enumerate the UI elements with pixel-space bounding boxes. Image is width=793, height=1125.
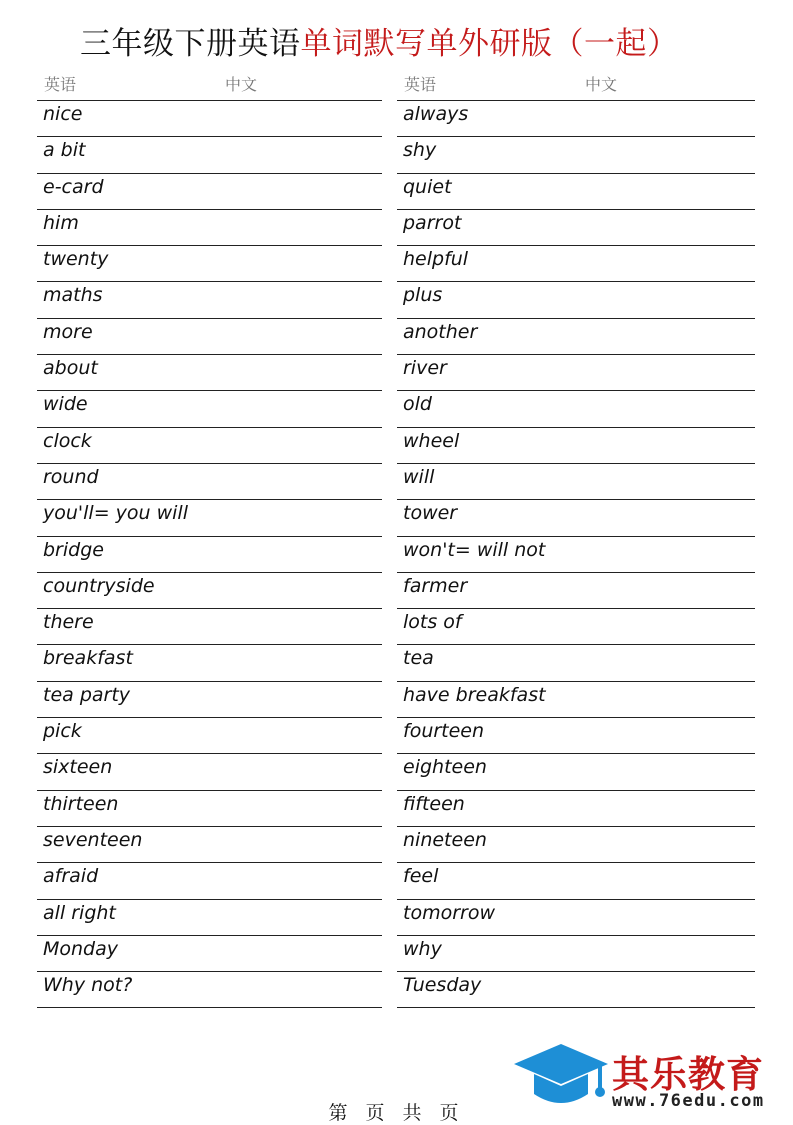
english-word: why	[403, 937, 442, 960]
word-row	[37, 827, 382, 863]
english-word: him	[43, 211, 79, 234]
word-row	[397, 246, 755, 282]
word-row	[397, 210, 755, 246]
word-row	[397, 754, 755, 790]
word-row	[37, 863, 382, 899]
word-row	[37, 936, 382, 972]
header-english: 英语	[44, 75, 77, 94]
word-row	[37, 464, 382, 500]
word-row	[37, 500, 382, 536]
word-row	[37, 682, 382, 718]
word-row	[37, 319, 382, 355]
english-word: Monday	[43, 937, 119, 960]
word-row	[37, 101, 382, 137]
english-word: nice	[43, 103, 83, 125]
word-row	[397, 972, 755, 1008]
english-word: breakfast	[43, 647, 133, 670]
english-word: afraid	[43, 865, 99, 888]
english-word: fifteen	[403, 792, 465, 815]
word-row	[397, 101, 755, 137]
brand-name: 其乐教育	[612, 1053, 764, 1096]
word-row	[37, 246, 382, 282]
english-word: sixteen	[43, 756, 113, 779]
word-row	[397, 863, 755, 899]
english-word: old	[403, 393, 432, 416]
word-row	[37, 210, 382, 246]
word-row	[37, 428, 382, 464]
word-row	[37, 391, 382, 427]
english-word: feel	[403, 865, 439, 888]
word-row	[397, 391, 755, 427]
word-row	[397, 282, 755, 318]
word-row	[37, 645, 382, 681]
word-row	[397, 319, 755, 355]
english-word: wheel	[403, 429, 460, 452]
brand-url: www.76edu.com	[612, 1091, 765, 1111]
word-row	[37, 174, 382, 210]
english-word: eighteen	[403, 756, 487, 779]
english-word: tomorrow	[403, 901, 495, 924]
english-word: always	[403, 103, 469, 125]
page-title	[80, 22, 679, 66]
english-word: about	[43, 357, 98, 380]
left-column	[37, 70, 382, 1008]
english-word: Tuesday	[403, 974, 482, 997]
word-row	[397, 137, 755, 173]
word-row	[397, 609, 755, 645]
graduation-cap-icon	[512, 1040, 610, 1115]
page-footer: 第 页 共 页	[328, 1102, 465, 1124]
english-word: round	[43, 465, 99, 488]
word-row	[397, 174, 755, 210]
english-word: thirteen	[43, 792, 119, 815]
english-word: maths	[43, 284, 103, 307]
english-word: wide	[43, 393, 88, 416]
word-row	[397, 791, 755, 827]
right-column	[397, 70, 755, 1008]
english-word: a bit	[43, 139, 86, 162]
english-word: fourteen	[403, 720, 485, 743]
word-row	[397, 827, 755, 863]
english-word: pick	[43, 720, 82, 743]
english-word: lots of	[403, 611, 462, 634]
word-row	[397, 645, 755, 681]
english-word: Why not?	[43, 974, 133, 997]
word-row	[37, 972, 382, 1008]
brand-logo	[512, 1040, 787, 1115]
english-word: clock	[43, 429, 92, 452]
word-row	[397, 428, 755, 464]
word-row	[37, 573, 382, 609]
word-row	[37, 282, 382, 318]
english-word: river	[403, 357, 447, 380]
title-part-black: 三年级下册英语	[80, 26, 301, 62]
word-row	[397, 355, 755, 391]
english-word: nineteen	[403, 828, 487, 851]
word-row	[37, 754, 382, 790]
english-word: have breakfast	[403, 683, 546, 706]
title-part-red: 单词默写单外研版（一起）	[300, 26, 679, 62]
word-row	[397, 537, 755, 573]
word-row	[397, 682, 755, 718]
english-word: tea party	[43, 683, 131, 706]
english-word: shy	[403, 139, 437, 162]
word-row	[37, 537, 382, 573]
english-word: countryside	[43, 574, 155, 597]
word-row	[397, 573, 755, 609]
english-word: another	[403, 320, 478, 343]
header-chinese: 中文	[225, 75, 258, 94]
word-row	[37, 609, 382, 645]
header-english: 英语	[404, 75, 437, 94]
english-word: helpful	[403, 248, 469, 271]
word-row	[37, 355, 382, 391]
word-row	[37, 791, 382, 827]
english-word: quiet	[403, 175, 452, 198]
word-row	[397, 500, 755, 536]
english-word: e-card	[43, 175, 104, 198]
english-word: parrot	[403, 211, 462, 234]
english-word: twenty	[43, 248, 109, 271]
english-word: farmer	[403, 574, 468, 597]
word-row	[37, 900, 382, 936]
word-row	[37, 718, 382, 754]
word-row	[37, 137, 382, 173]
word-list-right	[397, 101, 755, 1008]
english-word: won't= will not	[403, 538, 546, 561]
english-word: all right	[43, 901, 116, 924]
word-list-left	[37, 101, 382, 1008]
english-word: more	[43, 320, 93, 343]
english-word: there	[43, 611, 94, 634]
word-row	[397, 464, 755, 500]
english-word: seventeen	[43, 828, 143, 851]
column-header	[37, 70, 382, 101]
word-row	[397, 936, 755, 972]
english-word: tower	[403, 502, 458, 525]
english-word: plus	[403, 284, 443, 307]
english-word: will	[403, 465, 435, 488]
word-row	[397, 900, 755, 936]
english-word: tea	[403, 647, 434, 670]
column-header	[397, 70, 755, 101]
word-row	[397, 718, 755, 754]
english-word: bridge	[43, 538, 104, 561]
english-word: you'll= you will	[43, 502, 188, 525]
header-chinese: 中文	[585, 75, 618, 94]
